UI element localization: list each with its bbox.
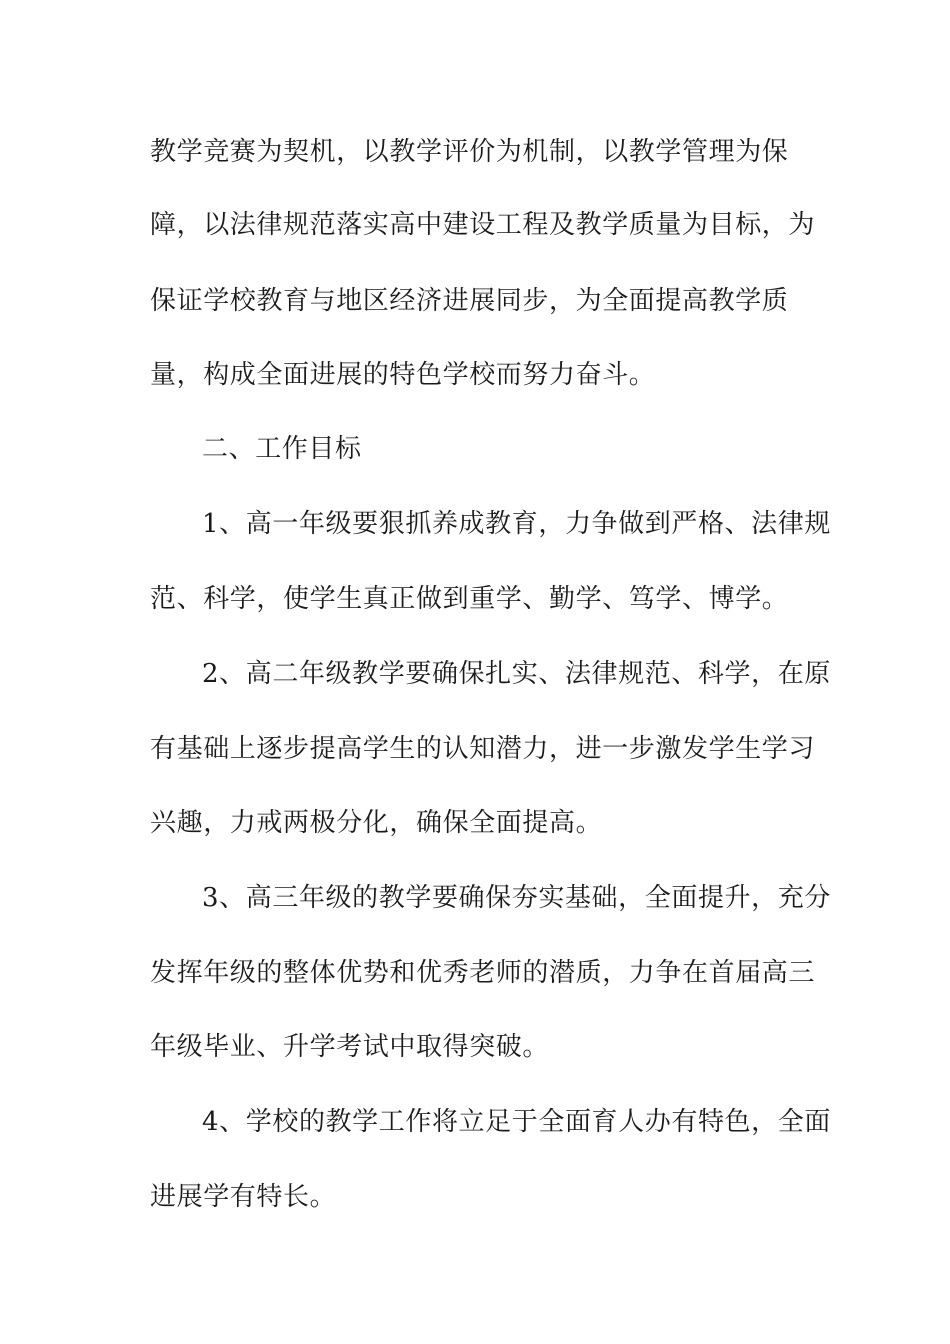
text-line: 量，构成全面进展的特色学校而努力奋斗。 [150, 360, 656, 390]
text-line: 范、科学，使学生真正做到重学、勤学、笃学、博学。 [150, 584, 789, 614]
text-line: 3、高三年级的教学要确保夯实基础，全面提升，充分 [202, 883, 831, 913]
text-line: 有基础上逐步提高学生的认知潜力，进一步激发学生学习 [150, 734, 816, 764]
text-line: 年级毕业、升学考试中取得突破。 [150, 1032, 550, 1062]
text-line: 保证学校教育与地区经济进展同步，为全面提高教学质 [150, 286, 789, 316]
text-line: 4、学校的教学工作将立足于全面育人办有特色，全面 [202, 1107, 831, 1137]
text-line: 发挥年级的整体优势和优秀老师的潜质，力争在首届高三 [150, 958, 816, 988]
text-line: 进展学有特长。 [150, 1182, 337, 1212]
text-line: 1、高一年级要狠抓养成教育，力争做到严格、法律规 [202, 509, 831, 539]
text-line: 2、高二年级教学要确保扎实、法律规范、科学，在原 [202, 659, 831, 689]
text-line: 障，以法律规范落实高中建设工程及教学质量为目标，为 [150, 210, 816, 240]
text-line: 教学竞赛为契机，以教学评价为机制，以教学管理为保 [150, 137, 789, 167]
text-line: 兴趣，力戒两极分化，确保全面提高。 [150, 808, 603, 838]
section-heading: 二、工作目标 [202, 434, 362, 464]
